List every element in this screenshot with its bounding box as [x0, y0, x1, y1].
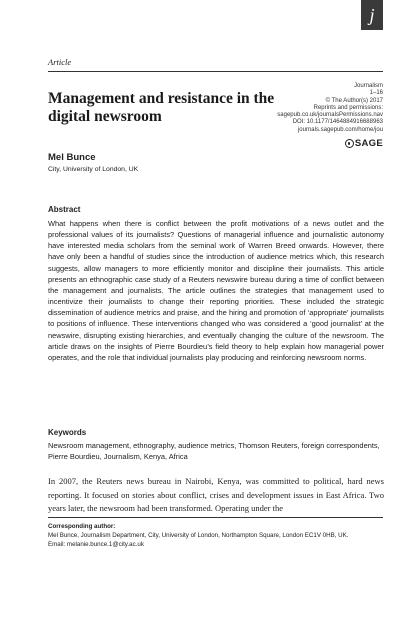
- publisher-logo: [345, 138, 383, 149]
- publisher-name: SAGE: [354, 138, 383, 149]
- reprints-link[interactable]: sagepub.co.uk/journalsPermissions.nav: [277, 112, 383, 119]
- reprints-line: Reprints and permissions:: [313, 104, 383, 111]
- sage-logo-icon: [345, 139, 354, 148]
- correspondence-address: Mel Bunce, Journalism Department, City, University of London, Northampton Square, London EC1V 0HB, UK.: [48, 532, 349, 539]
- journal-metadata: [277, 83, 383, 134]
- correspondence-email[interactable]: Email: melanie.bunce.1@city.ac.uk: [48, 540, 144, 548]
- keywords-heading: Keywords: [48, 428, 87, 437]
- author-affiliation: City, University of London, UK: [48, 166, 139, 173]
- author-name: Mel Bunce: [48, 152, 96, 163]
- correspondence-heading: Corresponding author:: [48, 523, 116, 530]
- abstract-text: What happens when there is conflict between the profit motivations of a news outlet and the professional values of its journalists? Questions of managerial influence and journalistic autonomy have interested media scholars from the seminal work of Warren Breed onwards. However, there have only been a handful of studies since the introduction of audience metrics which, this research suggests, allow managers to more efficiently monitor and discipline their journalists. This article presents an ethnographic case study of a Reuters newswire bureau during a time of conflict between the management and journalists. The article outlines the strategies that management used to incentivize their journalists to change their reporting priorities. These included the strategic dissemination of audience metrics and praise, and the hiring and promotion of ‘appropriate’ journalists to positions of influence. These interventions changed who was considered a ‘good journalist’ at the newswire, disrupting existing hierarchies, and eventually changing the culture of the newsroom. The article draws on the insights of Pierre Bourdieu’s field theory to help explain how managerial power operates, and the role that individual journalists play producing and reinforcing newsroom norms.: [48, 219, 384, 362]
- footnote-divider: [48, 517, 383, 518]
- abstract-heading: Abstract: [48, 205, 81, 214]
- header-divider: [48, 71, 383, 72]
- article-title: Management and resistance in the digital newsroom: [48, 90, 275, 125]
- journal-link[interactable]: journals.sagepub.com/home/jou: [297, 126, 383, 133]
- page-range: 1–16: [369, 90, 383, 97]
- copyright-line: © The Author(s) 2017: [325, 97, 383, 104]
- article-type-label: Article: [48, 57, 72, 67]
- journal-logo: j: [361, 0, 383, 30]
- journal-name: Journalism: [353, 83, 383, 89]
- keywords-text: Newsroom management, ethnography, audience metrics, Thomson Reuters, foreign correspondents, Pierre Bourdieu, Journalism, Kenya, Africa: [48, 441, 380, 462]
- correspondence-details: [48, 532, 384, 549]
- doi-line[interactable]: DOI: 10.1177/1464884916688963: [292, 119, 383, 126]
- body-paragraph: In 2007, the Reuters news bureau in Nairobi, Kenya, was committed to political, hard news reporting. It focused on stories about conflict, crises and development issues in East Africa. Two years later, the newsroom had been transformed. Operating under the: [48, 476, 384, 514]
